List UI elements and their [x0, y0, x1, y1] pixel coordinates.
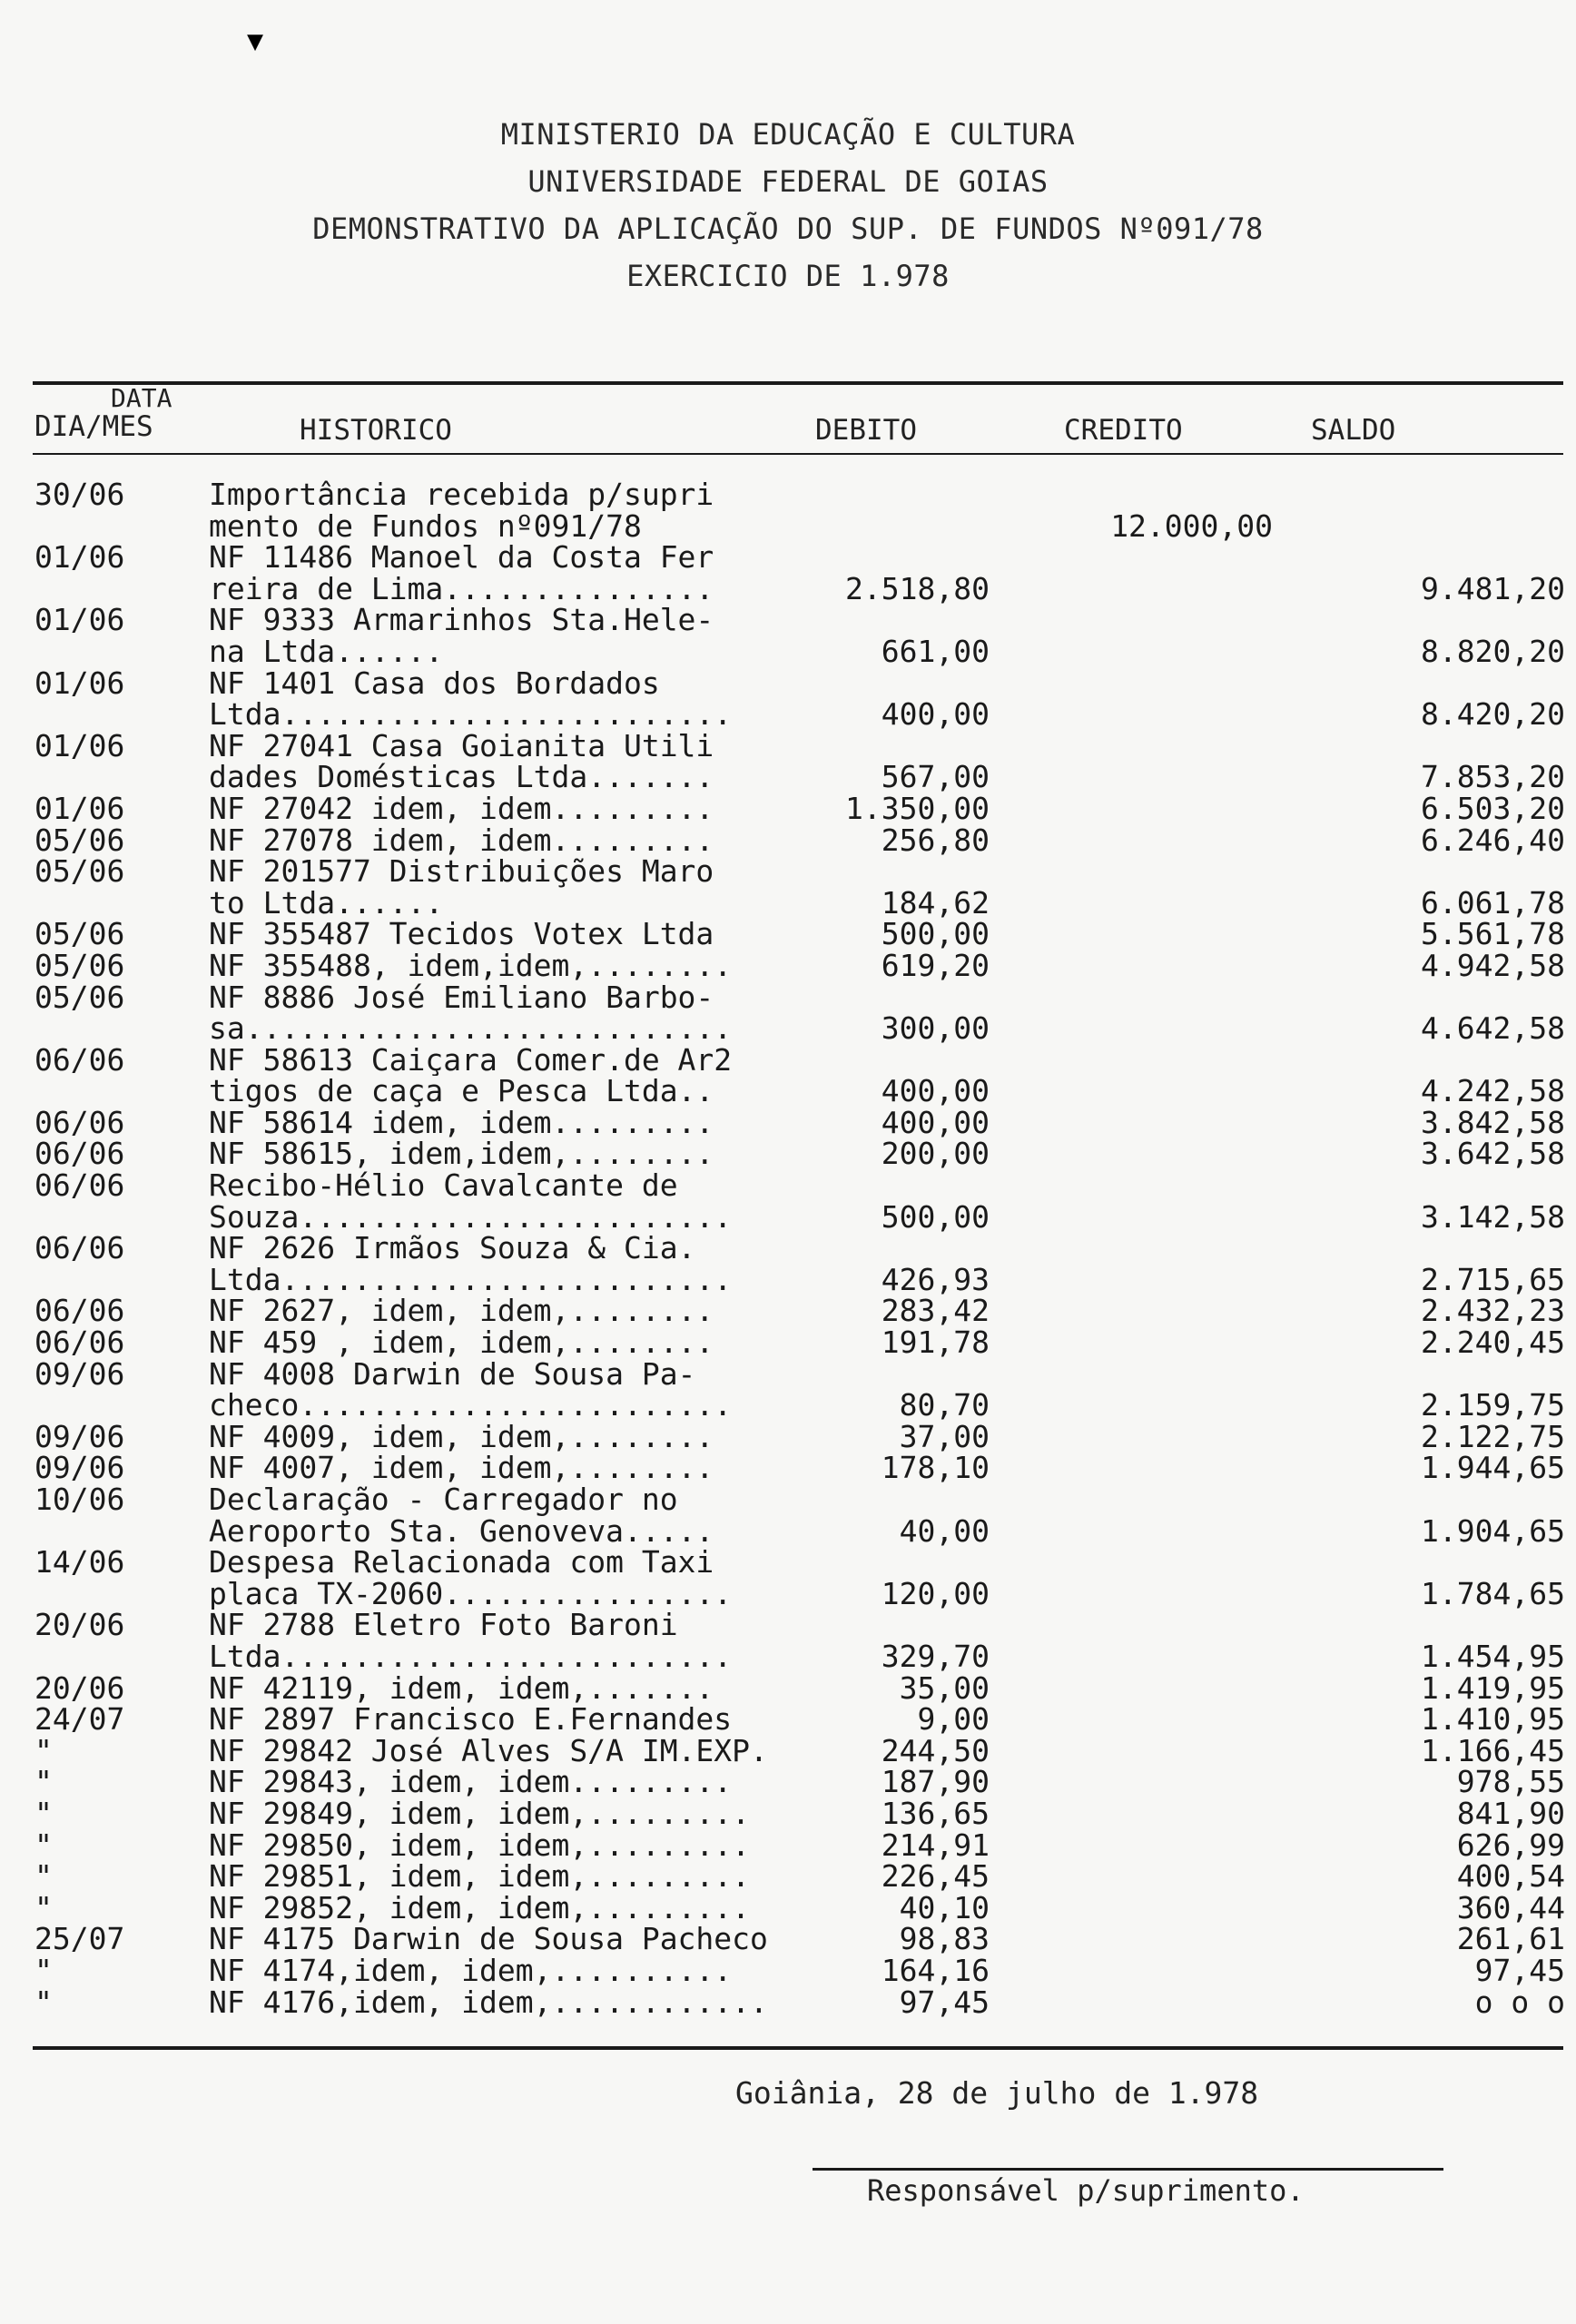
entry-credit [990, 1987, 1273, 2019]
entry-description [172, 1359, 781, 1422]
description-line: NF 2788 Eletro Foto Baroni [209, 1610, 678, 1641]
entry-debit: 300,00 [881, 1010, 990, 1047]
entry-balance: 2.159,75 [1421, 1387, 1565, 1423]
entry-debit: 283,42 [881, 1293, 990, 1329]
ledger-row [0, 1452, 1576, 1484]
entry-balance: 1.410,95 [1421, 1701, 1565, 1738]
entry-balance: o o o [1474, 1984, 1565, 2020]
entry-credit [990, 888, 1273, 920]
document-header [0, 111, 1576, 300]
university-title: UNIVERSIDADE FEDERAL DE GOIAS [527, 164, 1049, 199]
ledger-row [0, 1669, 1576, 1706]
entry-description [172, 1830, 781, 1862]
entry-date: 14/06 [34, 1544, 125, 1581]
column-header-credito: CREDITO [1064, 414, 1183, 447]
ledger-row [0, 1732, 1576, 1768]
entry-balance: 8.820,20 [1421, 633, 1565, 669]
description-line: Recibo-Hélio Cavalcante de [209, 1170, 678, 1202]
entry-date: 24/07 [34, 1701, 125, 1738]
description-line: Importância recebida p/supri [209, 479, 714, 511]
ledger-row [0, 1355, 1576, 1423]
entry-description [172, 1295, 781, 1327]
description-line: NF 27042 idem, idem......... [209, 793, 714, 825]
ledger-row [0, 1858, 1576, 1895]
ledger-row [0, 1167, 1576, 1235]
entry-balance: 4.242,58 [1421, 1073, 1565, 1109]
entry-date: 20/06 [34, 1669, 125, 1706]
description-line: NF 2626 Irmãos Souza & Cia. [209, 1233, 696, 1265]
entry-balance: 6.503,20 [1421, 790, 1565, 826]
description-line: na Ltda...... [209, 635, 444, 668]
entry-balance: 97,45 [1474, 1952, 1565, 1988]
entry-balance: 8.420,20 [1421, 696, 1565, 733]
entry-credit [990, 1893, 1273, 1925]
entry-credit [990, 1924, 1273, 1955]
description-line: mento de Fundos nº091/78 [209, 510, 642, 543]
ledger-row [0, 822, 1576, 858]
ledger-row [0, 790, 1576, 826]
entry-credit [990, 699, 1273, 731]
entry-credit [990, 1327, 1273, 1359]
entry-debit: 191,78 [881, 1324, 990, 1361]
description-line: Declaração - Carregador no [209, 1484, 678, 1516]
description-line: NF 27078 idem, idem......... [209, 824, 714, 857]
entry-description [172, 668, 781, 731]
ledger-row [0, 602, 1576, 669]
entry-debit: 214,91 [881, 1827, 990, 1863]
entry-date: 01/06 [34, 727, 125, 763]
entry-description [172, 605, 781, 667]
entry-balance: 6.246,40 [1421, 822, 1565, 858]
ledger-entries [0, 479, 1576, 2018]
entry-credit [990, 793, 1273, 825]
entry-balance: 6.061,78 [1421, 884, 1565, 921]
entry-date: 25/07 [34, 1921, 125, 1957]
statement-title: DEMONSTRATIVO DA APLICAÇÃO DO SUP. DE FUNDOS Nº091/78 [312, 212, 1264, 246]
entry-balance: 978,55 [1456, 1764, 1565, 1800]
entry-credit [990, 1830, 1273, 1862]
entry-balance: 3.142,58 [1421, 1198, 1565, 1235]
entry-debit: 97,45 [899, 1984, 990, 2020]
entry-description [172, 479, 781, 542]
description-line: NF 4175 Darwin de Sousa Pacheco [209, 1924, 768, 1955]
description-line: Aeroporto Sta. Genoveva..... [209, 1515, 714, 1548]
ledger-row [0, 1827, 1576, 1863]
entry-description [172, 1484, 781, 1547]
description-line: NF 29851, idem, idem,......... [209, 1861, 751, 1893]
entry-debit: 226,45 [881, 1858, 990, 1895]
description-line: NF 2627, idem, idem,........ [209, 1295, 714, 1328]
entry-credit [990, 1641, 1273, 1673]
entry-description [172, 1924, 781, 1955]
entry-date: " [34, 1764, 53, 1800]
fiscal-year: EXERCICIO DE 1.978 [626, 259, 950, 293]
entry-date: " [34, 1795, 53, 1831]
entry-credit [990, 1295, 1273, 1327]
entry-description [172, 1108, 781, 1139]
entry-description [172, 919, 781, 950]
entry-credit [990, 1516, 1273, 1548]
entry-date: 01/06 [34, 665, 125, 701]
entry-description [172, 1893, 781, 1925]
description-line: NF 4007, idem, idem,........ [209, 1452, 714, 1484]
top-rule [33, 381, 1563, 385]
entry-balance: 7.853,20 [1421, 759, 1565, 795]
entry-debit: 500,00 [881, 1198, 990, 1235]
column-header-dia-mes: DIA/MES [34, 410, 153, 443]
entry-balance: 9.481,20 [1421, 570, 1565, 606]
description-line: NF 4009, idem, idem,........ [209, 1421, 714, 1453]
description-line: Ltda......................... [209, 1264, 733, 1296]
entry-credit [990, 1736, 1273, 1768]
entry-debit: 400,00 [881, 1104, 990, 1140]
entry-date: 06/06 [34, 1293, 125, 1329]
entry-description [172, 1861, 781, 1893]
entry-date: 20/06 [34, 1607, 125, 1643]
entry-date: " [34, 1827, 53, 1863]
entry-debit: 1.350,00 [845, 790, 990, 826]
ledger-row [0, 1041, 1576, 1109]
description-line: NF 355488, idem,idem,........ [209, 950, 733, 982]
entry-balance: 841,90 [1456, 1795, 1565, 1831]
description-line: dades Domésticas Ltda....... [209, 762, 714, 793]
entry-debit: 98,83 [899, 1921, 990, 1957]
entry-debit: 9,00 [917, 1701, 990, 1738]
entry-credit [990, 825, 1273, 857]
entry-debit: 164,16 [881, 1952, 990, 1988]
entry-credit [990, 950, 1273, 982]
entry-credit [990, 574, 1273, 606]
entry-description [172, 1547, 781, 1610]
description-line: NF 1401 Casa dos Bordados [209, 667, 660, 700]
entry-description [172, 1704, 781, 1736]
entry-credit [990, 1422, 1273, 1453]
entry-description [172, 1767, 781, 1798]
entry-date: 05/06 [34, 822, 125, 858]
entry-balance: 2.240,45 [1421, 1324, 1565, 1361]
entry-description [172, 1798, 781, 1830]
entry-debit: 2.518,80 [845, 570, 990, 606]
entry-date: 06/06 [34, 1041, 125, 1078]
entry-balance: 1.944,65 [1421, 1450, 1565, 1486]
entry-date: 06/06 [34, 1136, 125, 1172]
description-line: reira de Lima............... [209, 573, 714, 606]
ledger-row [0, 1889, 1576, 1925]
entry-credit [990, 1767, 1273, 1798]
entry-date: " [34, 1984, 53, 2020]
entry-credit [990, 636, 1273, 668]
bottom-rule [33, 2046, 1563, 2050]
entry-description [172, 1987, 781, 2019]
entry-credit [990, 1013, 1273, 1045]
entry-debit: 40,10 [899, 1889, 990, 1925]
entry-description [172, 1955, 781, 1987]
description-line: Despesa Relacionada com Taxi [209, 1547, 714, 1579]
description-line: NF 8886 José Emiliano Barbo- [209, 981, 714, 1014]
entry-credit [990, 1798, 1273, 1830]
entry-date: " [34, 1858, 53, 1895]
entry-debit [781, 511, 990, 543]
entry-balance: 1.419,95 [1421, 1669, 1565, 1706]
description-line: NF 29849, idem, idem,......... [209, 1797, 751, 1830]
ledger-row [0, 1607, 1576, 1674]
entry-debit: 35,00 [899, 1669, 990, 1706]
ministry-title: MINISTERIO DA EDUCAÇÃO E CULTURA [500, 117, 1076, 152]
entry-credit: 12.000,00 [1110, 507, 1273, 544]
entry-description [172, 1673, 781, 1705]
ledger-row [0, 1952, 1576, 1988]
entry-debit: 244,50 [881, 1732, 990, 1768]
description-line: NF 29852, idem, idem,......... [209, 1892, 751, 1925]
entry-balance: 2.715,65 [1421, 1261, 1565, 1297]
description-line: NF 11486 Manoel da Costa Fer [209, 542, 714, 574]
description-line: NF 27041 Casa Goianita Utili [209, 730, 714, 763]
signature-line [813, 2168, 1443, 2171]
entry-date: 06/06 [34, 1167, 125, 1204]
description-line: NF 58613 Caiçara Comer.de Ar2 [209, 1044, 733, 1077]
description-line: NF 29850, idem, idem,......... [209, 1829, 751, 1862]
entry-description [172, 1233, 781, 1295]
entry-balance: 261,61 [1456, 1921, 1565, 1957]
description-line: NF 9333 Armarinhos Sta.Hele- [209, 605, 714, 636]
entry-credit [990, 1076, 1273, 1108]
description-line: sa........................... [209, 1013, 733, 1045]
entry-credit [990, 762, 1273, 793]
entry-date: 06/06 [34, 1104, 125, 1140]
entry-balance: 2.432,23 [1421, 1293, 1565, 1329]
entry-debit: 329,70 [881, 1638, 990, 1674]
description-line: NF 29843, idem, idem......... [209, 1767, 733, 1798]
entry-credit [990, 1108, 1273, 1139]
description-line: to Ltda...... [209, 887, 444, 920]
entry-date: 01/06 [34, 539, 125, 576]
entry-debit: 40,00 [899, 1512, 990, 1549]
entry-balance: 3.642,58 [1421, 1136, 1565, 1172]
entry-date: 09/06 [34, 1418, 125, 1454]
ledger-row [0, 1544, 1576, 1611]
entry-description [172, 1452, 781, 1484]
entry-date: 30/06 [34, 477, 125, 512]
entry-balance: 1.784,65 [1421, 1575, 1565, 1611]
entry-balance: 360,44 [1456, 1889, 1565, 1925]
entry-balance: 1.454,95 [1421, 1638, 1565, 1674]
column-header-debito: DEBITO [815, 414, 917, 447]
punch-mark: ▼ [247, 25, 264, 57]
entry-credit [990, 1673, 1273, 1705]
ledger-row [0, 1701, 1576, 1738]
description-line: NF 355487 Tecidos Votex Ltda [209, 919, 714, 950]
entry-balance: 4.942,58 [1421, 947, 1565, 983]
entry-date: 05/06 [34, 947, 125, 983]
entry-balance: 4.642,58 [1421, 1010, 1565, 1047]
entry-credit [990, 1265, 1273, 1296]
ledger-row [0, 1138, 1576, 1170]
entry-debit: 184,62 [881, 884, 990, 921]
entry-date: 06/06 [34, 1324, 125, 1361]
description-line: NF 4176,idem, idem,............ [209, 1986, 768, 2019]
entry-debit: 661,00 [881, 633, 990, 669]
entry-balance [1273, 511, 1565, 543]
entry-balance: 1.166,45 [1421, 1732, 1565, 1768]
description-line: NF 201577 Distribuições Maro [209, 856, 714, 888]
entry-date: " [34, 1732, 53, 1768]
ledger-row [0, 1104, 1576, 1140]
entry-debit: 80,70 [899, 1387, 990, 1423]
entry-balance: 400,54 [1456, 1858, 1565, 1895]
description-line: NF 58614 idem, idem......... [209, 1107, 714, 1139]
signature-label: Responsável p/suprimento. [867, 2173, 1305, 2208]
place-and-date: Goiânia, 28 de julho de 1.978 [735, 2075, 1259, 2111]
entry-debit: 37,00 [899, 1418, 990, 1454]
entry-description [172, 1170, 781, 1233]
ledger-row [0, 853, 1576, 921]
entry-date: 09/06 [34, 1450, 125, 1486]
entry-description [172, 731, 781, 793]
entry-description [172, 1045, 781, 1108]
entry-debit: 426,93 [881, 1261, 990, 1297]
ledger-row [0, 1984, 1576, 2020]
description-line: Ltda......................... [209, 699, 733, 731]
entry-date: " [34, 1889, 53, 1925]
entry-credit [990, 1704, 1273, 1736]
entry-credit [990, 1202, 1273, 1234]
description-line: Souza........................ [209, 1201, 733, 1234]
ledger-row [0, 665, 1576, 733]
entry-debit: 256,80 [881, 822, 990, 858]
description-line: tigos de caça e Pesca Ltda.. [209, 1076, 714, 1108]
entry-credit [990, 1861, 1273, 1893]
entry-debit: 500,00 [881, 916, 990, 952]
entry-date: " [34, 1952, 53, 1988]
entry-date: 10/06 [34, 1482, 125, 1517]
column-header-historico: HISTORICO [300, 414, 452, 447]
entry-date: 05/06 [34, 853, 125, 890]
entry-date: 09/06 [34, 1355, 125, 1392]
entry-credit [990, 1452, 1273, 1484]
entry-description [172, 982, 781, 1045]
entry-debit: 178,10 [881, 1450, 990, 1486]
entry-description [172, 856, 781, 919]
entry-date: 01/06 [34, 602, 125, 638]
description-line: NF 4174,idem, idem,.......... [209, 1955, 733, 1987]
entry-description [172, 542, 781, 605]
entry-description [172, 1610, 781, 1672]
entry-debit: 136,65 [881, 1795, 990, 1831]
entry-credit [990, 1138, 1273, 1170]
entry-balance: 5.561,78 [1421, 916, 1565, 952]
ledger-row [0, 979, 1576, 1047]
description-line: NF 4008 Darwin de Sousa Pa- [209, 1358, 696, 1391]
ledger-row [0, 1418, 1576, 1454]
entry-debit: 200,00 [881, 1136, 990, 1172]
entry-debit: 400,00 [881, 696, 990, 733]
entry-date: 06/06 [34, 1230, 125, 1266]
entry-debit: 120,00 [881, 1575, 990, 1611]
description-line: NF 42119, idem, idem,....... [209, 1672, 714, 1705]
entry-balance: 3.842,58 [1421, 1104, 1565, 1140]
entry-balance: 1.904,65 [1421, 1512, 1565, 1549]
entry-credit [990, 919, 1273, 950]
entry-description [172, 1736, 781, 1768]
ledger-row [0, 1324, 1576, 1361]
entry-description [172, 1422, 781, 1453]
ledger-row [0, 1764, 1576, 1800]
entry-credit [990, 1579, 1273, 1610]
ledger-row [0, 1795, 1576, 1831]
entry-date: 01/06 [34, 790, 125, 826]
entry-description [172, 793, 781, 825]
ledger-row [0, 1230, 1576, 1297]
description-line: checo........................ [209, 1390, 733, 1422]
ledger-row [0, 479, 1576, 542]
description-line: NF 2897 Francisco E.Fernandes [209, 1704, 733, 1736]
entry-debit: 187,90 [881, 1764, 990, 1800]
entry-credit [990, 1390, 1273, 1422]
entry-description [172, 1327, 781, 1359]
description-line: NF 58615, idem,idem,........ [209, 1138, 714, 1171]
header-rule [33, 453, 1563, 455]
ledger-row [0, 1921, 1576, 1957]
entry-credit [990, 1955, 1273, 1987]
entry-description [172, 825, 781, 857]
column-header-saldo: SALDO [1311, 414, 1396, 447]
ledger-row [0, 1484, 1576, 1547]
column-header-data: DATA [111, 383, 172, 413]
ledger-row [0, 727, 1576, 795]
ledger-row [0, 539, 1576, 606]
description-line: NF 459 , idem, idem,........ [209, 1327, 714, 1359]
entry-balance: 2.122,75 [1421, 1418, 1565, 1454]
entry-description [172, 950, 781, 982]
entry-date: 05/06 [34, 979, 125, 1015]
ledger-row [0, 947, 1576, 983]
entry-debit: 619,20 [881, 947, 990, 983]
entry-balance: 626,99 [1456, 1827, 1565, 1863]
description-line: NF 29842 José Alves S/A IM.EXP. [209, 1735, 768, 1768]
ledger-row [0, 1295, 1576, 1327]
ledger-row [0, 916, 1576, 952]
entry-debit: 400,00 [881, 1073, 990, 1109]
entry-debit: 567,00 [881, 759, 990, 795]
entry-date: 05/06 [34, 916, 125, 952]
description-line: Ltda......................... [209, 1640, 733, 1673]
description-line: placa TX-2060................ [209, 1578, 733, 1610]
entry-description [172, 1138, 781, 1170]
